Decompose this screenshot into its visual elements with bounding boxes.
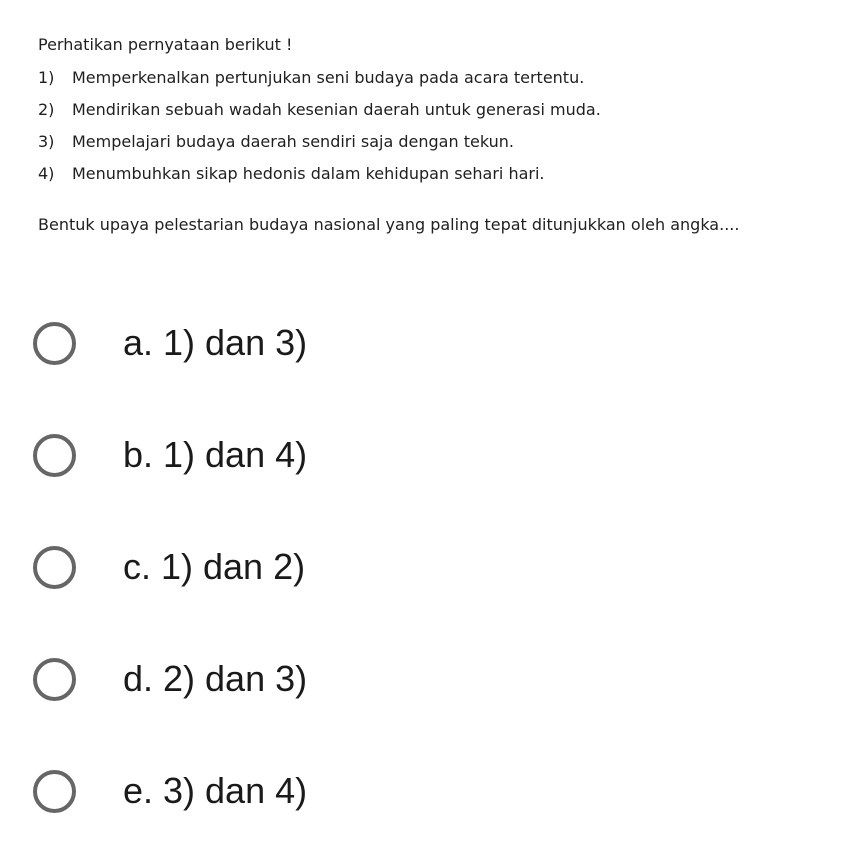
answer-options: [33, 287, 813, 847]
radio-circle-icon[interactable]: [33, 658, 76, 701]
option-label[interactable]: a. 1) dan 3): [123, 322, 308, 363]
question-block: [38, 33, 838, 237]
statement-item: [38, 158, 838, 190]
question-intro: Perhatikan pernyataan berikut !: [38, 35, 293, 54]
option-label[interactable]: e. 3) dan 4): [123, 770, 308, 811]
option-c[interactable]: [33, 511, 813, 623]
statement-text: Memperkenalkan pertunjukan seni budaya pada acara tertentu.: [72, 68, 585, 87]
option-e[interactable]: [33, 735, 813, 847]
statement-number: 4): [38, 164, 55, 183]
statement-text: Mempelajari budaya daerah sendiri saja dengan tekun.: [72, 132, 514, 151]
radio-circle-icon[interactable]: [33, 434, 76, 477]
option-label[interactable]: d. 2) dan 3): [123, 658, 308, 699]
option-d[interactable]: [33, 623, 813, 735]
statement-number: 3): [38, 132, 55, 151]
statement-number: 2): [38, 100, 55, 119]
option-label[interactable]: c. 1) dan 2): [123, 546, 306, 587]
option-b[interactable]: [33, 399, 813, 511]
option-label[interactable]: b. 1) dan 4): [123, 434, 308, 475]
statement-item: [38, 62, 838, 94]
statement-text: Menumbuhkan sikap hedonis dalam kehidupan sehari hari.: [72, 164, 545, 183]
radio-circle-icon[interactable]: [33, 770, 76, 813]
statement-item: [38, 94, 838, 126]
statement-number: 1): [38, 68, 55, 87]
statement-text: Mendirikan sebuah wadah kesenian daerah untuk generasi muda.: [72, 100, 601, 119]
option-a[interactable]: [33, 287, 813, 399]
radio-circle-icon[interactable]: [33, 546, 76, 589]
statement-item: [38, 126, 838, 158]
statement-list: [38, 62, 838, 190]
question-prompt: Bentuk upaya pelestarian budaya nasional yang paling tepat ditunjukkan oleh angka....: [38, 215, 740, 234]
radio-circle-icon[interactable]: [33, 322, 76, 365]
